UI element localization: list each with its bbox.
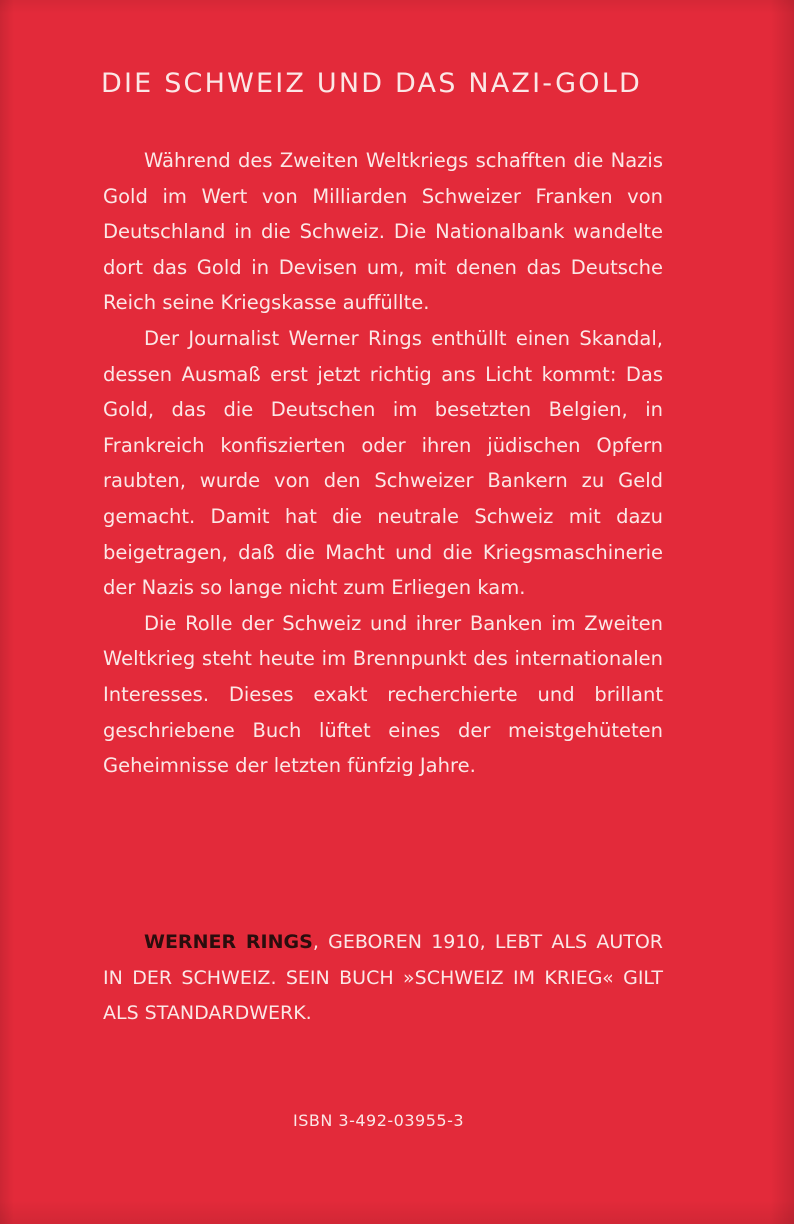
book-title: DIE SCHWEIZ UND DAS NAZI-GOLD xyxy=(101,68,642,99)
author-bio-text: , GEBOREN 1910, LEBT ALS AUTOR IN DER SCHWEIZ. SEIN BUCH »SCHWEIZ IM KRIEG« GILT ALS STANDARDWERK. xyxy=(103,931,663,1024)
blurb-paragraph-2: Der Journalist Werner Rings enthüllt einen Skandal, dessen Ausmaß erst jetzt richtig ans Licht kommt: Das Gold, das die Deutschen im besetzten Belgien, in Frankreich konfiszierten oder ihren jüdischen Opfern raubten, wurde von den Schweizer Bankern zu Geld gemacht. Damit hat die neutrale Schweiz mit dazu beigetragen, daß die Macht und die Kriegsmaschinerie der Nazis so lange nicht zum Erliegen kam. xyxy=(103,326,663,600)
blurb-text xyxy=(103,143,663,784)
blurb-paragraph-1: Während des Zweiten Weltkriegs schafften die Nazis Gold im Wert von Milliarden Schweizer Franken von Deutschland in die Schweiz. Die Nationalbank wandelte dort das Gold in Devisen um, mit denen das Deutsche Reich seine Kriegskasse auffüllte. xyxy=(103,149,663,315)
isbn-number: ISBN 3-492-03955-3 xyxy=(293,1111,465,1130)
blurb-paragraph-3: Die Rolle der Schweiz und ihrer Banken im Zweiten Weltkrieg steht heute im Brennpunkt des internationalen Interesses. Dieses exakt recherchierte und brillant geschriebene Buch lüftet eines der meistgehüteten Geheimnisse der letzten fünfzig Jahre. xyxy=(103,611,663,778)
author-bio xyxy=(103,925,663,1032)
author-name: WERNER RINGS xyxy=(144,931,313,953)
